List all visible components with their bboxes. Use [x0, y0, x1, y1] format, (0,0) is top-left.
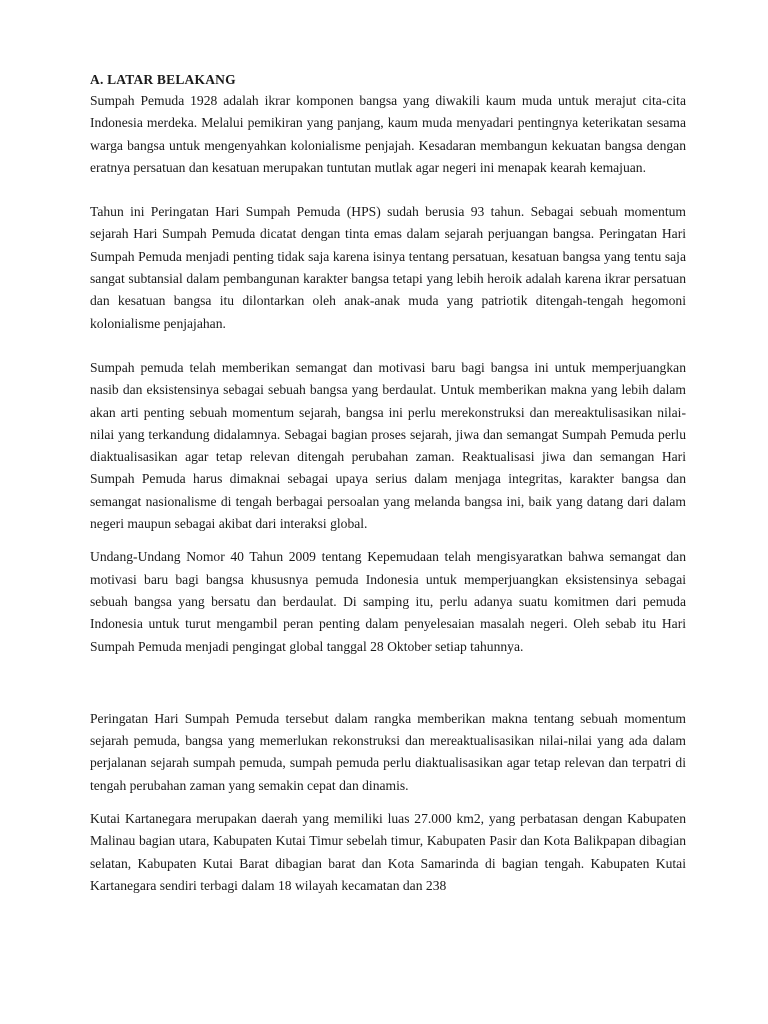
paragraph-spacer: [90, 658, 686, 708]
paragraph-spacer: [90, 797, 686, 808]
paragraph-makna-momentum: Peringatan Hari Sumpah Pemuda tersebut dalam rangka memberikan makna tentang sebuah momentum sejarah pemuda, bangsa yang memerlukan rekonstruksi dan mereaktualisasikan nilai-nilai yang ada dalam perjalanan sejarah sumpah pemuda, sumpah pemuda perlu diaktualisasikan agar tetap relevan dan terpatri di tengah perubahan zaman yang semakin cepat dan dinamis.: [90, 710, 686, 793]
paragraph-peringatan-hps: Tahun ini Peringatan Hari Sumpah Pemuda (HPS) sudah berusia 93 tahun. Sebagai sebuah momentum sejarah Hari Sumpah Pemuda dicatat dengan tinta emas dalam sejarah perjuangan bangsa. Peringatan Hari Sumpah Pemuda menjadi penting tidak saja karena isinya tentang persatuan, kesatuan bangsa yang tentu saja sangat subtansial dalam pembangunan karakter bangsa tetapi yang lebih heroik adalah karena ikrar persatuan dan kesatuan bangsa itu dilontarkan oleh anak-anak muda yang patriotik ditengah-tengah hegomoni kolonialisme penjajahan.: [90, 204, 686, 331]
paragraph-spacer: [90, 335, 686, 357]
paragraph-kutai-kartanegara: Kutai Kartanegara merupakan daerah yang memiliki luas 27.000 km2, yang perbatasan dengan Kabupaten Malinau bagian utara, Kabupaten Kutai Timur sebelah timur, Kabupaten Pasir dan Kota Balikpapan dibagian selatan, Kabupaten Kutai Barat dibagian barat dan Kota Samarinda di bagian tengah. Kabupaten Kutai Kartanegara sendiri terbagi dalam 18 wilayah kecamatan dan 238: [90, 811, 686, 893]
paragraph-undang-undang: Undang-Undang Nomor 40 Tahun 2009 tentang Kepemudaan telah mengisyaratkan bahwa semangat dan motivasi baru bagi bangsa khususnya pemuda Indonesia untuk memperjuangkan eksistensinya sebagai sebuah bangsa yang bersatu dan berdaulat. Di samping itu, perlu adanya suatu komitmen dari pemuda Indonesia untuk turut mengambil peran penting dalam penyelesaian masalah negeri. Oleh sebab itu Hari Sumpah Pemuda menjadi pengingat global tanggal 28 Oktober setiap tahunnya.: [90, 549, 686, 654]
paragraph-spacer: [90, 535, 686, 546]
section-heading: A. LATAR BELAKANG: [90, 72, 236, 87]
paragraph-spacer: [90, 179, 686, 201]
paragraph-sumpah-pemuda-1928: Sumpah Pemuda 1928 adalah ikrar komponen bangsa yang diwakili kaum muda untuk merajut cita-cita Indonesia merdeka. Melalui pemikiran yang panjang, kaum muda menyadari pentingnya keterikatan sesama warga bangsa untuk mengenyahkan kolonialisme penjajah. Kesadaran membangun kekuatan bangsa dengan eratnya persatuan dan kesatuan merupakan tuntutan mutlak agar negeri ini menapak kearah kemajuan.: [90, 93, 686, 175]
paragraph-semangat-motivasi: Sumpah pemuda telah memberikan semangat dan motivasi baru bagi bangsa ini untuk memperjuangkan nasib dan eksistensinya sebagai sebuah bangsa yang berdaulat. Untuk memberikan makna yang lebih dalam akan arti penting sebuah momentum sejarah, bangsa ini perlu merekonstruksi dan mereaktulisasikan nilai-nilai yang terkandung didalamnya. Sebagai bagian proses sejarah, jiwa dan semangat Sumpah Pemuda perlu diaktualisasikan agar tetap relevan ditengah perubahan zaman. Reaktualisasi jiwa dan semangan Hari Sumpah Pemuda harus dimaknai sebagai upaya serius dalam menjaga integritas, karakter bangsa dan semangat nasionalisme di tengah berbagai persoalan yang melanda bangsa ini, baik yang datang dari dalam negeri maupun sebagai akibat dari interaksi global.: [90, 359, 686, 532]
document-page: [90, 70, 686, 897]
